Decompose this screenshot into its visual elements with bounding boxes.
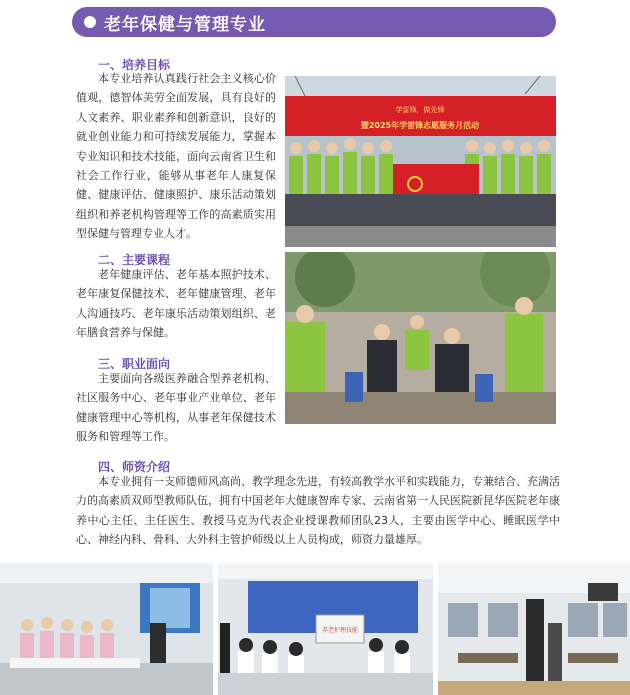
photo-outdoor-service	[285, 252, 556, 424]
banner-line2: 暨2025年学雷锋志愿服务月活动	[360, 121, 480, 130]
section-text-goal: 本专业培养认真践行社会主义核心价值观，德智体美劳全面发展，具有良好的人文素养、职业素养和创新意识，良好的就业创业能力和可持续发展能力，掌握本专业知识和技术技能，面向云南省卫生和社会工作行业，能够从事老年人康复保健、健康评估、健康照护、康乐活动策划组织和养老机构管理等工作的高素质实用型保健与管理专业人才。	[76, 72, 276, 241]
photo-volunteer-group	[285, 76, 556, 247]
section-text-courses: 老年健康评估、老年基本照护技术、老年康复保健技术、老年健康管理、老年人沟通技巧、老年康乐活动策划组织、老年膳食营养与保健。	[76, 268, 276, 340]
section-heading-courses: 二、主要课程	[98, 253, 171, 267]
section-heading-faculty: 四、师资介绍	[98, 460, 171, 474]
photo-equipment-room	[438, 563, 630, 695]
section-text-career: 主要面向各级医养融合型养老机构、社区服务中心、老年事业产业单位、老年健康管理中心等机构，从事老年保健技术服务和管理等工作。	[76, 372, 276, 444]
page-title-bar	[72, 7, 556, 37]
section-text-faculty: 本专业拥有一支师德师风高尚、教学理念先进，有较高教学水平和实践能力，专兼结合、充满活力的高素质双师型教师队伍，拥有中国老年大健康智库专家、云南省第一人民医院新昆华医院老年康养中心主任、主任医生、教授马克为代表企业授课教师团队23人，主要由医学中心、睡眠医学中心、神经内科、骨科、大外科主管护师级以上人员构成，师资力量雄厚。	[76, 475, 560, 547]
page-title: 老年保健与管理专业	[104, 14, 266, 35]
screen-slide-text: 养老护理技能	[321, 627, 359, 634]
banner-line1: 学雷锋，做先锋	[395, 106, 445, 114]
section-heading-career: 三、职业面向	[98, 357, 171, 371]
title-bullet-icon	[84, 16, 96, 28]
section-heading-goal: 一、培养目标	[98, 58, 171, 72]
photo-classroom	[218, 563, 433, 695]
photo-nursing-lab	[0, 563, 213, 695]
